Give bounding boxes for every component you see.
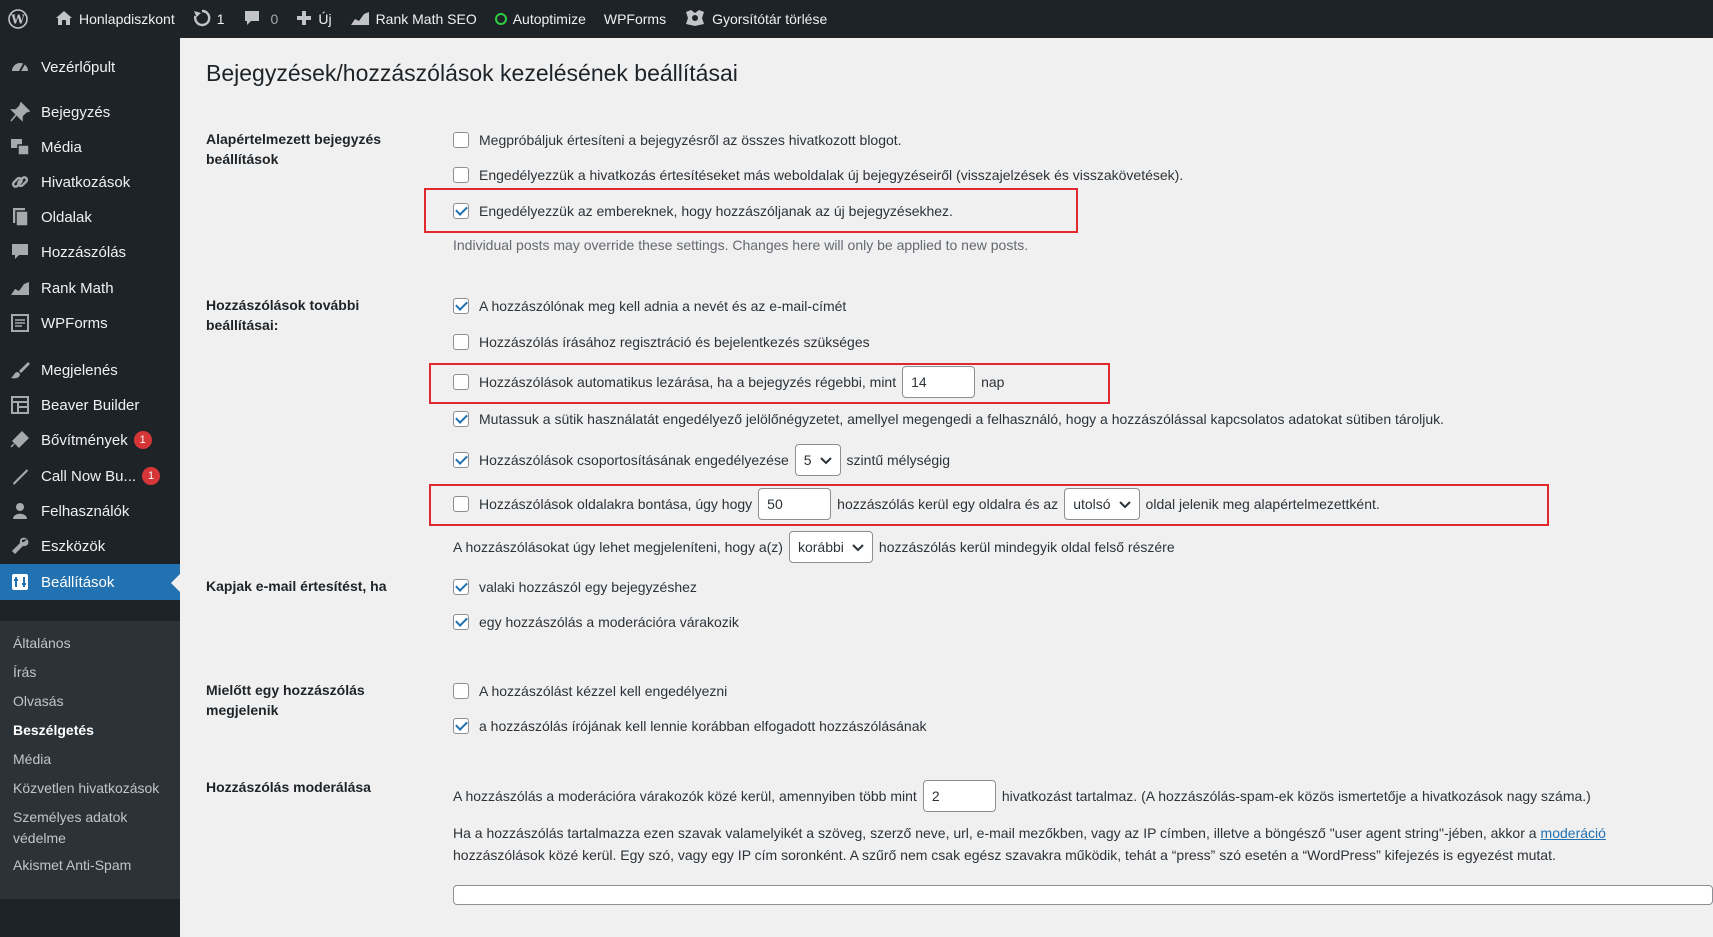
comment-order-row	[453, 531, 1175, 563]
svg-text:W: W	[11, 12, 25, 27]
sidebar-label: Eszközök	[41, 537, 106, 555]
checkbox[interactable]	[453, 496, 469, 512]
settings-submenu	[0, 621, 180, 899]
option-label: Engedélyezzük az embereknek, hogy hozzászóljanak az új bejegyzésekhez.	[479, 203, 953, 219]
moderation-keys-description	[453, 825, 1606, 841]
option-label: Hozzászólások csoportosításának engedélyezése	[479, 452, 789, 468]
paginate-comments-option[interactable]	[453, 488, 1380, 520]
updates-link[interactable]	[184, 0, 234, 38]
wrench-icon	[10, 536, 30, 556]
sidebar-item-links[interactable]	[0, 164, 180, 200]
submenu-reading[interactable]: Olvasás	[13, 693, 64, 709]
select-value: utolsó	[1073, 496, 1111, 512]
option-suffix: nap	[981, 374, 1005, 390]
sidebar-label: Média	[41, 138, 82, 156]
sidebar-item-pages[interactable]	[0, 199, 180, 235]
default-post-settings-label: Alapértelmezett bejegyzés beállítások	[206, 131, 382, 167]
sidebar-item-rank-math[interactable]	[0, 270, 180, 306]
checkbox-checked[interactable]	[453, 411, 469, 427]
grid-icon	[10, 395, 30, 415]
site-name: Honlapdiszkont	[79, 11, 175, 27]
media-icon	[10, 137, 30, 157]
checkbox[interactable]	[453, 167, 469, 183]
description-text: Ha a hozzászólás tartalmazza ezen szavak valamelyikét a szöveg, szerző neve, url, e-mail mezőkben, vagy az IP címben, illetve a böngésző "user agent string"-jében, akkor a	[453, 825, 1537, 841]
phone-icon	[10, 466, 30, 486]
sidebar-item-users[interactable]	[0, 493, 180, 529]
moderation-links-row	[453, 780, 1591, 812]
option-label: hozzászólás kerül egy oldalra és az	[837, 496, 1059, 512]
dashboard-icon	[10, 57, 30, 77]
link-icon	[10, 172, 30, 192]
moderation-keys-textarea[interactable]	[453, 885, 1713, 905]
sidebar-item-call-now-button[interactable]	[0, 458, 180, 494]
close-days-input[interactable]: 14	[902, 366, 975, 398]
sidebar-item-posts[interactable]	[0, 94, 180, 130]
sidebar-label: Beállítások	[41, 573, 115, 591]
autoptimize-label: Autoptimize	[512, 11, 586, 27]
updates-icon	[193, 9, 217, 30]
description-text: hozzászólások közé kerül. Egy szó, vagy egy IP cím soronként. A szűrő nem csak egész szavakra működik, tehát a “press” szó esetén a “WordPress” kifejezés is egyezést mutat.	[453, 847, 1556, 863]
email-me-label: Kapjak e-mail értesítést, ha	[206, 578, 387, 594]
previously-approved-option[interactable]	[453, 718, 927, 734]
main-content	[180, 38, 1713, 937]
checkbox-checked[interactable]	[453, 579, 469, 595]
chevron-down-icon	[852, 539, 864, 555]
comment-icon	[10, 242, 30, 262]
comments-count: 0	[270, 11, 279, 27]
checkbox-checked[interactable]	[453, 452, 469, 468]
submenu-akismet[interactable]: Akismet Anti-Spam	[13, 857, 132, 873]
comment-order-select[interactable]	[789, 531, 873, 563]
admin-bar	[0, 0, 1713, 38]
settings-icon	[10, 572, 30, 592]
option-suffix: szintű mélységig	[846, 452, 951, 468]
sidebar-item-media[interactable]	[0, 129, 180, 165]
rank-math-link[interactable]	[341, 0, 486, 38]
sidebar-label: Felhasználók	[41, 502, 130, 520]
submenu-general[interactable]: Általános	[13, 635, 71, 651]
option-suffix: hozzászólás kerül mindegyik oldal felső részére	[878, 539, 1175, 555]
email-on-moderation-option[interactable]	[453, 614, 739, 630]
update-count-badge: 1	[134, 431, 152, 449]
select-value: 5	[803, 452, 812, 468]
sidebar-label: Megjelenés	[41, 361, 118, 379]
sidebar-label: Hivatkozások	[41, 173, 131, 191]
page-title: Bejegyzések/hozzászólások kezelésének beállításai	[206, 60, 738, 86]
allow-comments-option[interactable]	[453, 203, 953, 219]
before-comment-appears-label: Mielőtt egy hozzászólás megjelenik	[206, 682, 365, 718]
status-circle-icon	[495, 13, 507, 25]
new-label: Új	[318, 11, 332, 27]
chevron-down-icon	[820, 452, 832, 468]
sidebar-label: Rank Math	[41, 279, 114, 297]
require-registration-option[interactable]	[453, 334, 870, 350]
sidebar-item-plugins[interactable]	[0, 422, 180, 458]
option-label: A hozzászólást kézzel kell engedélyezni	[479, 683, 728, 699]
brush-icon	[10, 360, 30, 380]
sidebar-label: WPForms	[41, 314, 108, 332]
checkbox[interactable]	[453, 374, 469, 390]
comments-link[interactable]	[234, 0, 288, 38]
sidebar-label: Call Now Bu...	[41, 467, 137, 485]
checkbox-checked[interactable]	[453, 298, 469, 314]
option-label: A hozzászólónak meg kell adnia a nevét és az e-mail-címét	[479, 298, 847, 314]
update-count-badge: 1	[142, 467, 160, 485]
pages-icon	[10, 207, 30, 227]
option-label: A hozzászólás a moderációra várakozók közé kerül, amennyiben több mint	[453, 788, 917, 804]
option-label: Hozzászólás írásához regisztráció és bejelentkezés szükséges	[479, 334, 870, 350]
submenu-writing[interactable]: Írás	[13, 664, 37, 680]
checkbox[interactable]	[453, 683, 469, 699]
comments-per-page-input[interactable]: 50	[758, 488, 831, 520]
checkbox-checked[interactable]	[453, 203, 469, 219]
default-post-note: Individual posts may override these settings. Changes here will only be applied to new posts.	[453, 237, 1029, 253]
pin-icon	[10, 102, 30, 122]
option-label: A hozzászólásokat úgy lehet megjeleníteni, hogy a(z)	[453, 539, 783, 555]
sidebar-label: Vezérlőpult	[41, 58, 116, 76]
comment-moderation-label: Hozzászólás moderálása	[206, 779, 371, 795]
updates-count: 1	[216, 11, 225, 27]
checkbox-checked[interactable]	[453, 614, 469, 630]
form-icon	[10, 313, 30, 333]
option-suffix: oldal jelenik meg alapértelmezettként.	[1145, 496, 1380, 512]
rank-math-icon	[350, 10, 376, 29]
cache-clear-icon	[684, 9, 712, 30]
user-icon	[10, 501, 30, 521]
wpforms-label: WPForms	[603, 11, 667, 27]
rank-math-label: Rank Math SEO	[375, 11, 477, 27]
option-label: Engedélyezzük a hivatkozás értesítéseket más weboldalak új bejegyzéseiről (visszajelzések és visszakövetések).	[479, 167, 1184, 183]
new-content-link[interactable]	[287, 0, 340, 38]
option-label: Hozzászólások oldalakra bontása, úgy hogy	[479, 496, 753, 512]
sidebar-label: Bővítmények	[41, 431, 128, 449]
chart-icon	[10, 278, 30, 298]
sidebar-item-settings[interactable]	[0, 564, 180, 600]
default-page-select[interactable]	[1064, 488, 1139, 520]
wordpress-logo-icon[interactable]	[0, 0, 46, 38]
submenu-discussion[interactable]: Beszélgetés	[13, 722, 94, 738]
cookies-opt-in-option[interactable]	[453, 411, 1444, 427]
auto-close-comments-option[interactable]	[453, 366, 1004, 398]
active-indicator	[171, 574, 180, 592]
other-comment-settings-label: Hozzászólások további beállításai:	[206, 297, 360, 333]
chevron-down-icon	[1119, 496, 1131, 512]
comment-bubble-icon	[243, 9, 267, 30]
option-label: Megpróbáljuk értesíteni a bejegyzésről az összes hivatkozott blogot.	[479, 132, 902, 148]
option-label: Mutassuk a sütik használatát engedélyező jelölőnégyzetet, amellyel megengedi a felhasználó, hogy a hozzászólással kapcsolatos adatokat sütiben tároljuk.	[479, 411, 1445, 427]
threaded-comments-option[interactable]	[453, 444, 950, 476]
sidebar-item-dashboard[interactable]	[0, 49, 180, 85]
option-label: egy hozzászólás a moderációra várakozik	[479, 614, 739, 630]
submenu-privacy[interactable]: Személyes adatok védelme	[13, 809, 128, 846]
sidebar-item-wpforms[interactable]	[0, 305, 180, 341]
submenu-permalinks[interactable]: Közvetlen hivatkozások	[13, 780, 160, 796]
checkbox[interactable]	[453, 132, 469, 148]
cache-clear-label: Gyorsítótár törlése	[712, 11, 828, 27]
option-label: a hozzászólás írójának kell lennie korábban elfogadott hozzászólásának	[479, 718, 927, 734]
sidebar-label: Oldalak	[41, 208, 92, 226]
cache-clear-link[interactable]	[675, 0, 836, 38]
option-suffix: hivatkozást tartalmaz. (A hozzászólás-spam-ek közös ismertetője a hivatkozások nagy száma.)	[1001, 788, 1591, 804]
moderation-links-input[interactable]: 2	[923, 780, 996, 812]
submenu-media[interactable]: Média	[13, 751, 52, 767]
sidebar-label: Hozzászólás	[41, 243, 127, 261]
moderation-keys-description-2	[453, 847, 1556, 863]
sidebar-item-tools[interactable]	[0, 528, 180, 564]
notify-linked-blogs-option[interactable]	[453, 132, 902, 148]
sidebar-item-comments[interactable]	[0, 234, 180, 270]
site-name-link[interactable]	[46, 0, 184, 38]
autoptimize-link[interactable]	[486, 0, 595, 38]
moderation-link[interactable]: moderáció	[1540, 825, 1606, 841]
wpforms-link[interactable]	[595, 0, 675, 38]
checkbox[interactable]	[453, 334, 469, 350]
sidebar-label: Bejegyzés	[41, 103, 111, 121]
thread-depth-select[interactable]	[795, 444, 841, 476]
manual-approval-option[interactable]	[453, 683, 727, 699]
checkbox-checked[interactable]	[453, 718, 469, 734]
sidebar-label: Beaver Builder	[41, 396, 140, 414]
select-value: korábbi	[797, 539, 844, 555]
allow-pingbacks-option[interactable]	[453, 167, 1183, 183]
plugin-icon	[10, 430, 30, 450]
home-icon	[55, 10, 79, 29]
option-label: Hozzászólások automatikus lezárása, ha a bejegyzés régebbi, mint	[479, 374, 897, 390]
plus-icon	[296, 10, 318, 29]
require-name-email-option[interactable]	[453, 298, 846, 314]
email-on-comment-option[interactable]	[453, 579, 697, 595]
sidebar-item-beaver-builder[interactable]	[0, 387, 180, 423]
option-label: valaki hozzászól egy bejegyzéshez	[479, 579, 697, 595]
sidebar-item-appearance[interactable]	[0, 352, 180, 388]
